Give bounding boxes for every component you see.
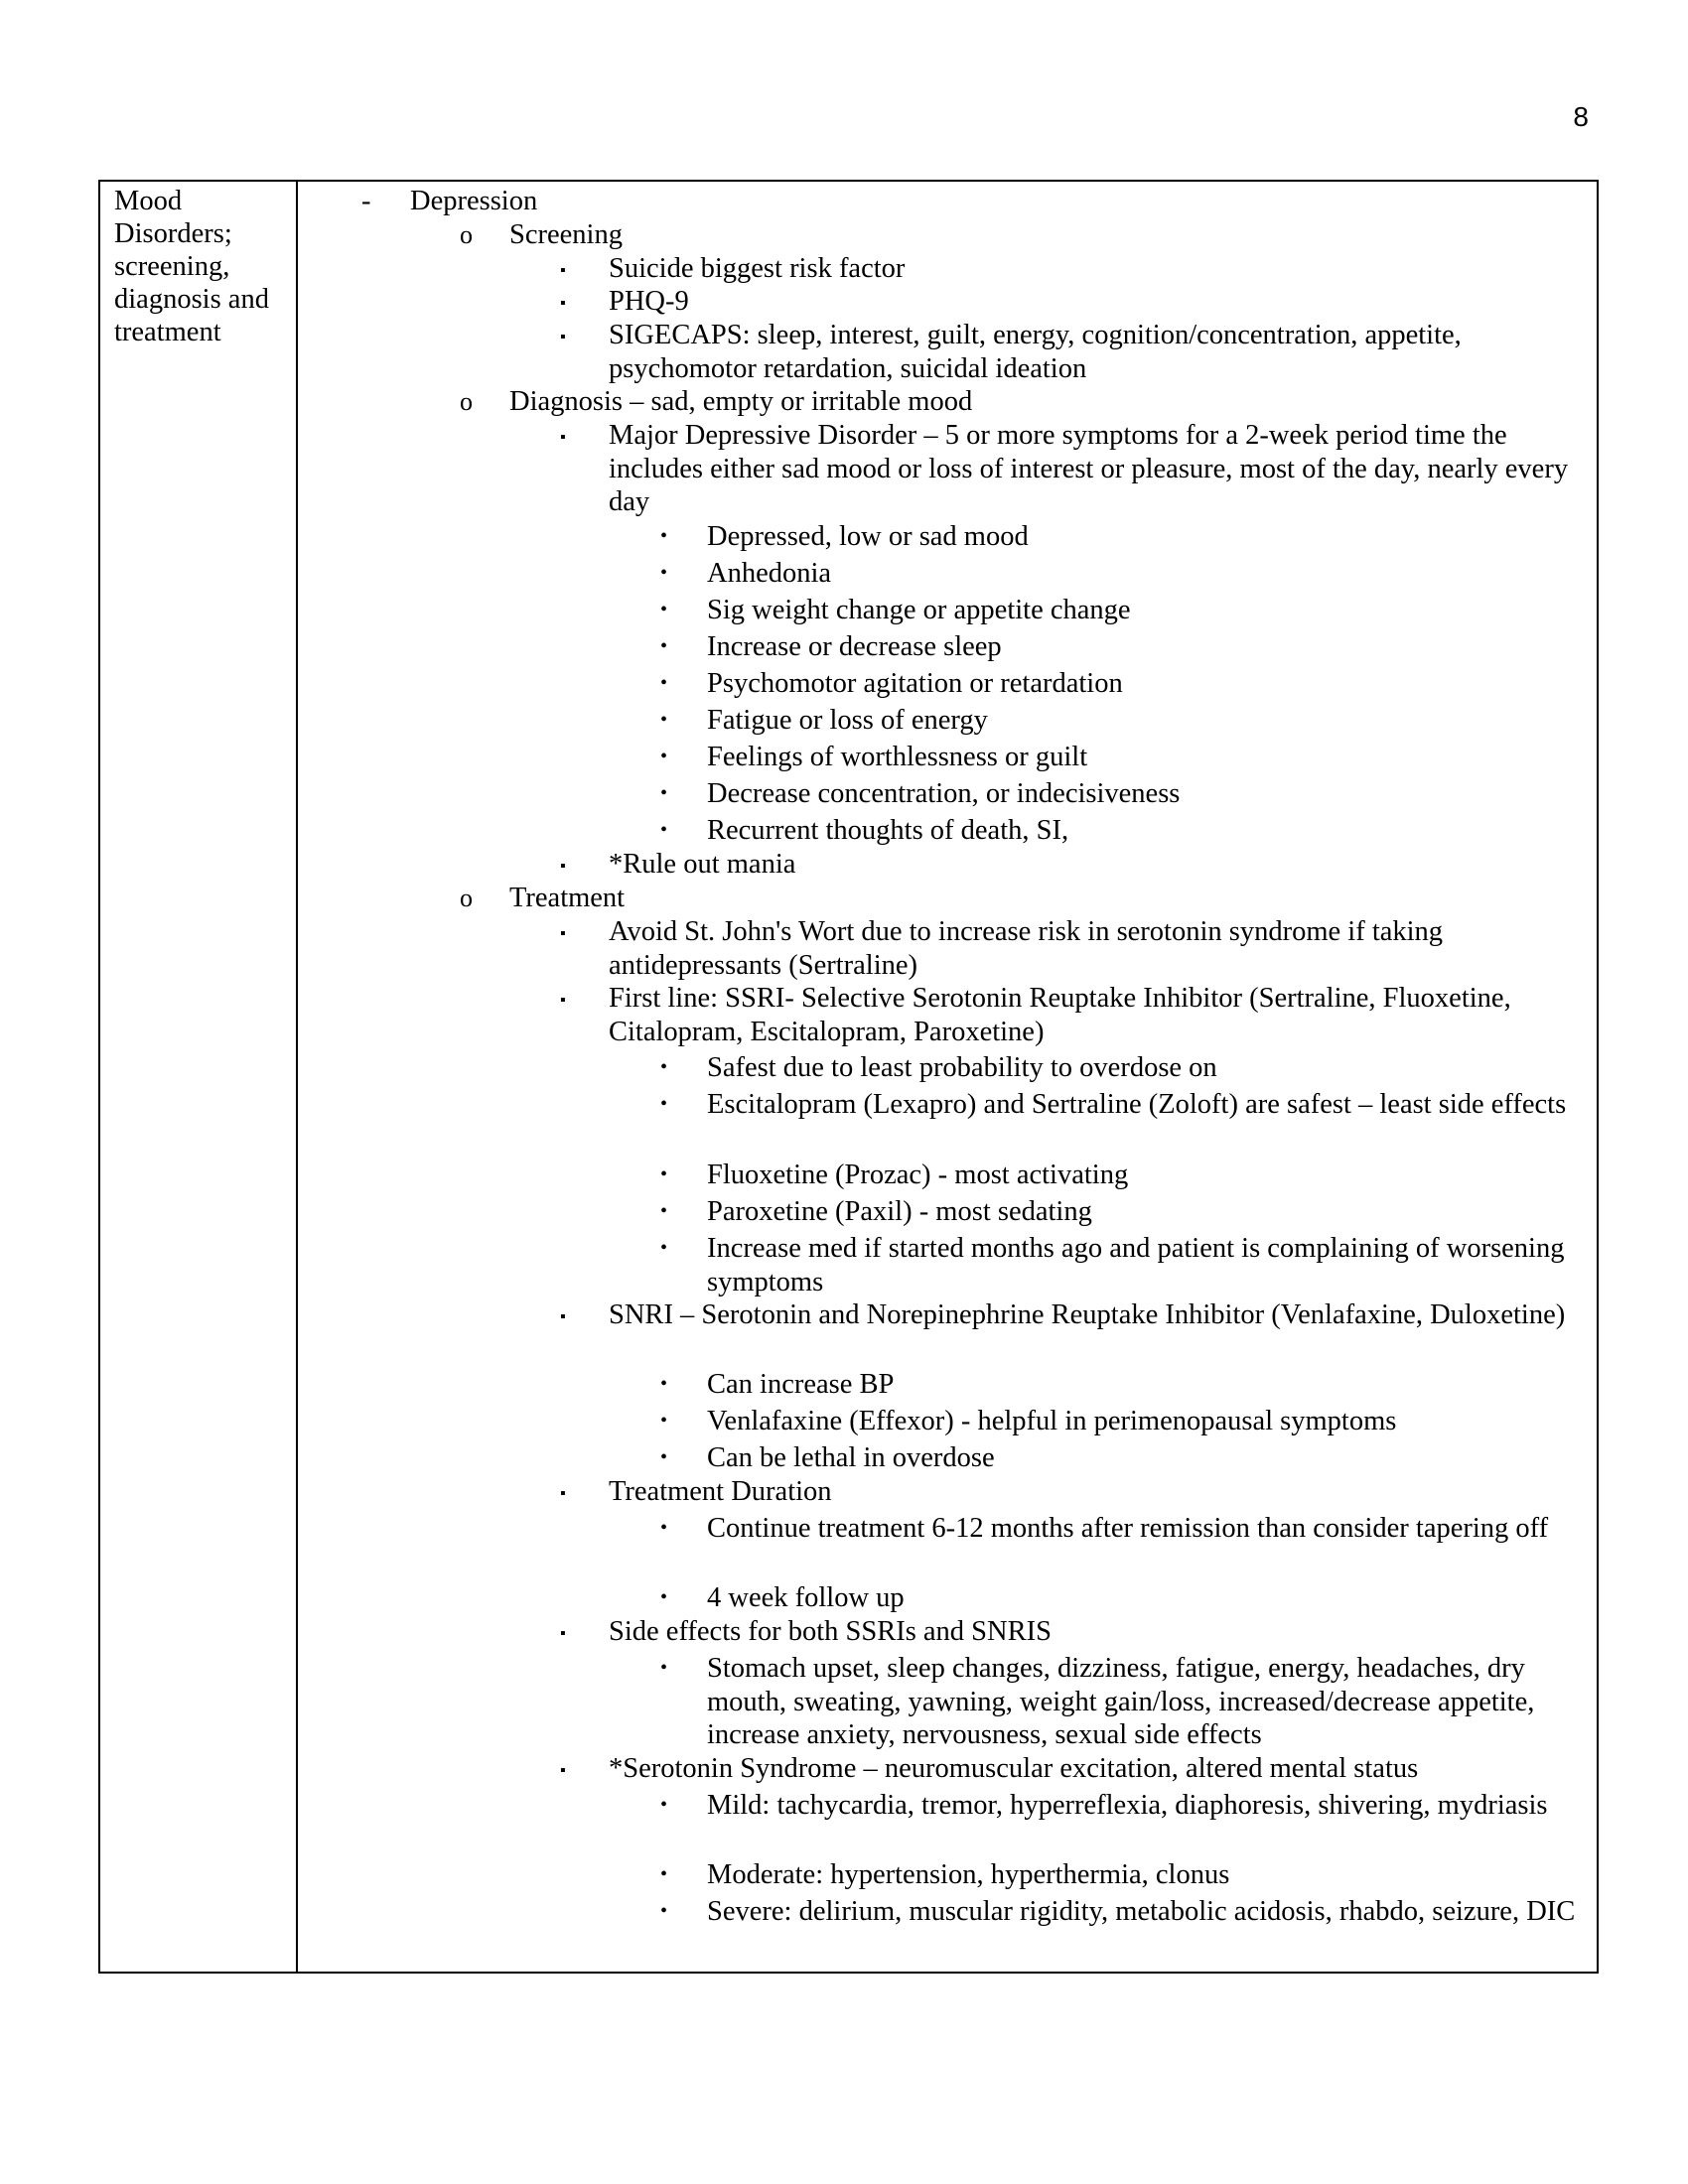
square-bullet-icon: ▪: [560, 858, 566, 875]
dot-bullet-icon: •: [660, 1863, 668, 1885]
square-bullet-icon: ▪: [560, 992, 566, 1009]
square-bullet-icon: ▪: [560, 1625, 566, 1642]
outline-item-text: Escitalopram (Lexapro) and Sertraline (Zoloft) are safest – least side effects: [707, 1089, 1567, 1120]
dash-marker: -: [361, 186, 371, 216]
outline-item-text: Decrease concentration, or indecisiveness: [707, 778, 1181, 809]
outline-item-text: Venlafaxine (Effexor) - helpful in perimenopausal symptoms: [707, 1406, 1397, 1436]
square-bullet-icon: ▪: [560, 1762, 566, 1779]
dot-bullet-icon: •: [660, 782, 668, 804]
notes-table: [98, 180, 1599, 1974]
dot-bullet-icon: •: [660, 1163, 668, 1185]
outline-item-text: SIGECAPS: sleep, interest, guilt, energy, cognition/concentration, appetite, psychomotor retardation, suicidal ideation: [609, 320, 1462, 384]
outline-item-text: Screening: [509, 219, 623, 250]
topic-cell: Mood Disorders; screening, diagnosis and treatment: [114, 186, 269, 347]
dot-bullet-icon: •: [660, 746, 668, 767]
dot-bullet-icon: •: [660, 1056, 668, 1078]
outline-item-text: Can increase BP: [707, 1369, 895, 1400]
dot-bullet-icon: •: [660, 1200, 668, 1222]
dot-bullet-icon: •: [660, 1446, 668, 1468]
dot-bullet-icon: •: [660, 1900, 668, 1922]
outline-item-text: Severe: delirium, muscular rigidity, metabolic acidosis, rhabdo, seizure, DIC: [707, 1896, 1576, 1927]
outline-item-text: Treatment: [509, 883, 626, 913]
square-bullet-icon: ▪: [560, 262, 566, 279]
circle-bullet-icon: o: [460, 884, 473, 912]
outline-item-text: Depression: [410, 186, 538, 216]
outline-item-text: *Rule out mania: [609, 849, 796, 880]
dot-bullet-icon: •: [660, 1373, 668, 1395]
dot-bullet-icon: •: [660, 1794, 668, 1816]
outline-item-text: *Serotonin Syndrome – neuromuscular excitation, altered mental status: [609, 1753, 1419, 1784]
outline-item-text: Moderate: hypertension, hyperthermia, clonus: [707, 1859, 1230, 1890]
circle-bullet-icon: o: [460, 220, 473, 249]
outline-item-text: Increase med if started months ago and patient is complaining of worsening symptoms: [707, 1233, 1565, 1297]
square-bullet-icon: ▪: [560, 329, 566, 345]
outline-item-text: Anhedonia: [707, 558, 832, 589]
outline-item-text: Major Depressive Disorder – 5 or more symptoms for a 2-week period time the includes either sad mood or loss of interest or pleasure, most of the day, nearly every day: [609, 420, 1569, 517]
square-bullet-icon: ▪: [560, 1485, 566, 1502]
outline-item-text: Feelings of worthlessness or guilt: [707, 742, 1088, 772]
outline-item-text: Diagnosis – sad, empty or irritable mood: [509, 386, 973, 417]
outline-item-text: Paroxetine (Paxil) - most sedating: [707, 1196, 1092, 1227]
outline-item-text: Increase or decrease sleep: [707, 631, 1002, 662]
dot-bullet-icon: •: [660, 525, 668, 547]
outline-item-text: Treatment Duration: [609, 1476, 832, 1507]
dot-bullet-icon: •: [660, 1410, 668, 1432]
column-divider: [296, 182, 298, 1972]
outline-item-text: Psychomotor agitation or retardation: [707, 668, 1123, 699]
outline-item-text: Mild: tachycardia, tremor, hyperreflexia, diaphoresis, shivering, mydriasis: [707, 1790, 1548, 1821]
page-number: 8: [1573, 101, 1589, 132]
outline-item-text: Depressed, low or sad mood: [707, 521, 1029, 552]
dot-bullet-icon: •: [660, 599, 668, 620]
square-bullet-icon: ▪: [560, 429, 566, 446]
outline-item-text: Avoid St. John's Wort due to increase risk in serotonin syndrome if taking antidepressants (Sertraline): [609, 916, 1444, 981]
circle-bullet-icon: o: [460, 387, 473, 416]
outline-item-text: 4 week follow up: [707, 1582, 905, 1613]
dot-bullet-icon: •: [660, 1657, 668, 1679]
outline-item-text: First line: SSRI- Selective Serotonin Reuptake Inhibitor (Sertraline, Fluoxetine, Citalopram, Escitalopram, Paroxetine): [609, 983, 1511, 1047]
outline-item-text: Suicide biggest risk factor: [609, 253, 906, 284]
outline-item-text: Fatigue or loss of energy: [707, 705, 988, 736]
dot-bullet-icon: •: [660, 709, 668, 731]
square-bullet-icon: ▪: [560, 295, 566, 312]
dot-bullet-icon: •: [660, 1517, 668, 1539]
outline-item-text: Sig weight change or appetite change: [707, 595, 1131, 625]
outline-item-text: Can be lethal in overdose: [707, 1442, 995, 1473]
dot-bullet-icon: •: [660, 672, 668, 694]
dot-bullet-icon: •: [660, 562, 668, 584]
outline-item-text: Side effects for both SSRIs and SNRIS: [609, 1616, 1052, 1647]
dot-bullet-icon: •: [660, 1586, 668, 1608]
outline-item-text: Continue treatment 6-12 months after remission than consider tapering off: [707, 1513, 1549, 1544]
outline-item-text: Fluoxetine (Prozac) - most activating: [707, 1160, 1129, 1190]
outline-item-text: PHQ-9: [609, 286, 689, 317]
dot-bullet-icon: •: [660, 635, 668, 657]
outline-item-text: Safest due to least probability to overdose on: [707, 1052, 1217, 1083]
dot-bullet-icon: •: [660, 819, 668, 841]
outline-item-text: Recurrent thoughts of death, SI,: [707, 815, 1069, 846]
square-bullet-icon: ▪: [560, 925, 566, 942]
outline-item-text: Stomach upset, sleep changes, dizziness, fatigue, energy, headaches, dry mouth, sweating, yawning, weight gain/loss, increased/decrease appetite, increase anxiety, nervousness, sexual side effects: [707, 1653, 1535, 1750]
dot-bullet-icon: •: [660, 1237, 668, 1259]
dot-bullet-icon: •: [660, 1093, 668, 1115]
square-bullet-icon: ▪: [560, 1308, 566, 1325]
outline-item-text: SNRI – Serotonin and Norepinephrine Reuptake Inhibitor (Venlafaxine, Duloxetine): [609, 1299, 1566, 1330]
